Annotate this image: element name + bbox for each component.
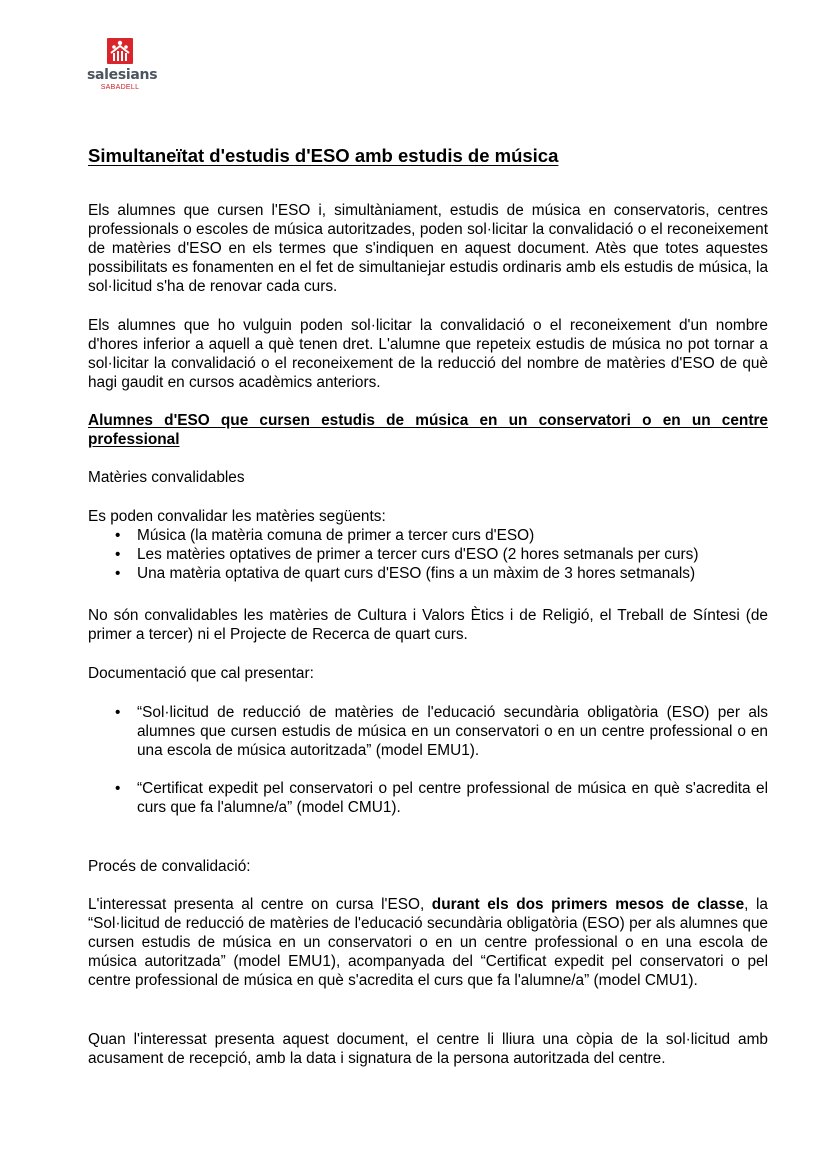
salesians-emblem-icon	[107, 38, 133, 64]
logo-location: SABADELL	[100, 84, 140, 91]
list-item: • “Sol·licitud de reducció de matèries de l'educació secundària obligatòria (ESO) per als alumnes que cursen estudis de música en un conservatori o en un centre professional o en una escola de música autoritzada” (model EMU1).	[115, 704, 768, 760]
section-subheading: Matèries convalidables	[88, 469, 245, 486]
section-heading: Alumnes d'ESO que cursen estudis de música en un conservatori o en un centre professional	[88, 412, 768, 449]
bullet-icon: •	[115, 780, 121, 798]
final-paragraph: Quan l'interessat presenta aquest document, el centre li lliura una còpia de la sol·licitud amb acusament de recepció, amb la data i signatura de la persona autoritzada del centre.	[88, 1031, 768, 1068]
list-item: • Les matèries optatives de primer a tercer curs d'ESO (2 hores setmanals per curs)	[115, 546, 699, 564]
list-item: • Música (la matèria comuna de primer a tercer curs d'ESO)	[115, 527, 535, 544]
documentation-list	[88, 703, 768, 836]
documentation-label: Documentació que cal presentar:	[88, 665, 314, 682]
convalidable-list-intro: Es poden convalidar les matèries següents:	[88, 508, 386, 525]
page-title: Simultaneïtat d'estudis d'ESO amb estudis de música	[88, 145, 559, 166]
intro-paragraph-2: Els alumnes que ho vulguin poden sol·licitar la convalidació o el reconeixement d'un nombre d'hores inferior a aquell a què tenen dret. L'alumne que repeteix estudis de música no pot tornar a sol·licitar la convalidació o el reconeixement de la reducció del nombre de matèries d'ESO de què hagi gaudit en cursos acadèmics anteriors.	[88, 317, 768, 392]
intro-paragraph-1: Els alumnes que cursen l'ESO i, simultàniament, estudis de música en conservatoris, centres professionals o escoles de música autoritzades, poden sol·licitar la convalidació o el reconeixement de matèries d'ESO en els termes que s'indiquen en aquest document. Atès que totes aquestes possibilitats es fonamenten en el fet de simultaniejar estudis ordinaris amb els estudis de música, la sol·licitud s'ha de renovar cada curs.	[88, 202, 768, 296]
salesians-logo	[87, 38, 158, 92]
convalidable-list	[88, 526, 768, 583]
logo-wordmark: salesians	[87, 67, 158, 83]
process-label: Procés de convalidació:	[88, 858, 251, 875]
list-item: • “Certificat expedit pel conservatori o pel centre professional de música en què s'acredita el curs que fa l'alumne/a” (model CMU1).	[115, 780, 768, 817]
process-paragraph: L'interessat presenta al centre on cursa l'ESO, durant els dos primers mesos de classe, la “Sol·licitud de reducció de matèries de l'educació secundària obligatòria (ESO) per als alumnes que cursen estudis de música en un conservatori o en un centre professional o en una escola de música autoritzada” (model EMU1), acompanyada del “Certificat expedit pel conservatori o pel centre professional de música en què s'acredita el curs que fa l'alumne/a” (model CMU1).	[88, 896, 768, 990]
bullet-icon: •	[115, 704, 121, 721]
bullet-icon: •	[115, 546, 121, 564]
list-item: • Una matèria optativa de quart curs d'ESO (fins a un màxim de 3 hores setmanals)	[115, 565, 696, 583]
non-convalidable-paragraph: No són convalidables les matèries de Cultura i Valors Ètics i de Religió, el Treball de Síntesi (de primer a tercer) ni el Projecte de Recerca de quart curs.	[88, 607, 768, 644]
bullet-icon: •	[115, 527, 121, 544]
deadline-emphasis: durant els dos primers mesos de classe	[431, 896, 745, 913]
bullet-icon: •	[115, 565, 121, 583]
